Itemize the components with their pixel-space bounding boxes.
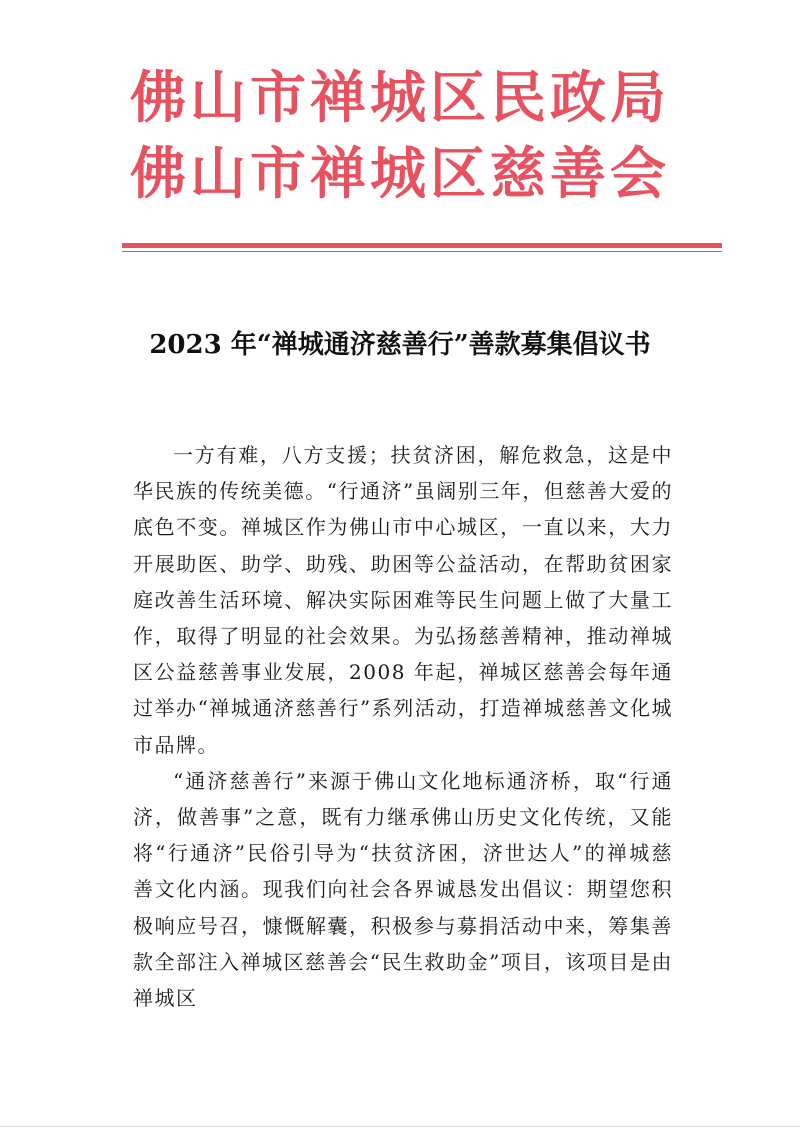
letterhead-rule-thick bbox=[122, 243, 722, 248]
page-bottom-edge bbox=[0, 1126, 800, 1127]
body-paragraph-2: “通济慈善行”来源于佛山文化地标通济桥，取“行通济，做善事”之意，既有力继承佛山历史文化传统，又能将“行通济”民俗引导为“扶贫济困，济世达人”的禅城慈善文化内涵。现我们向社会各界诚恳发出倡议：期望您积极响应号召，慷慨解囊，积极参与募捐活动中来，筹集善款全部注入禅城区慈善会“民生救助金”项目，该项目是由禅城区 bbox=[133, 768, 673, 1011]
letterhead-rule-thin bbox=[122, 251, 722, 252]
body-paragraph-1: 一方有难，八方支援；扶贫济困，解危救急，这是中华民族的传统美德。“行通济”虽阔别三年，但慈善大爱的底色不变。禅城区作为佛山市中心城区，一直以来，大力开展助医、助学、助残、助困等公益活动，在帮助贫困家庭改善生活环境、解决实际困难等民生问题上做了大量工作，取得了明显的社会效果。为弘扬慈善精神，推动禅城区公益慈善事业发展，2008 年起，禅城区慈善会每年通过举办“禅城通济慈善行”系列活动，打造禅城慈善文化城市品牌。 bbox=[133, 443, 673, 757]
document-title: 2023 年“禅城通济慈善行”善款募集倡议书 bbox=[149, 330, 651, 360]
letterhead-line-civil-affairs: 佛山市禅城区民政局 bbox=[130, 65, 670, 131]
document-body bbox=[133, 437, 673, 1016]
letterhead-line-charity: 佛山市禅城区慈善会 bbox=[130, 141, 670, 207]
letterhead bbox=[0, 60, 800, 212]
